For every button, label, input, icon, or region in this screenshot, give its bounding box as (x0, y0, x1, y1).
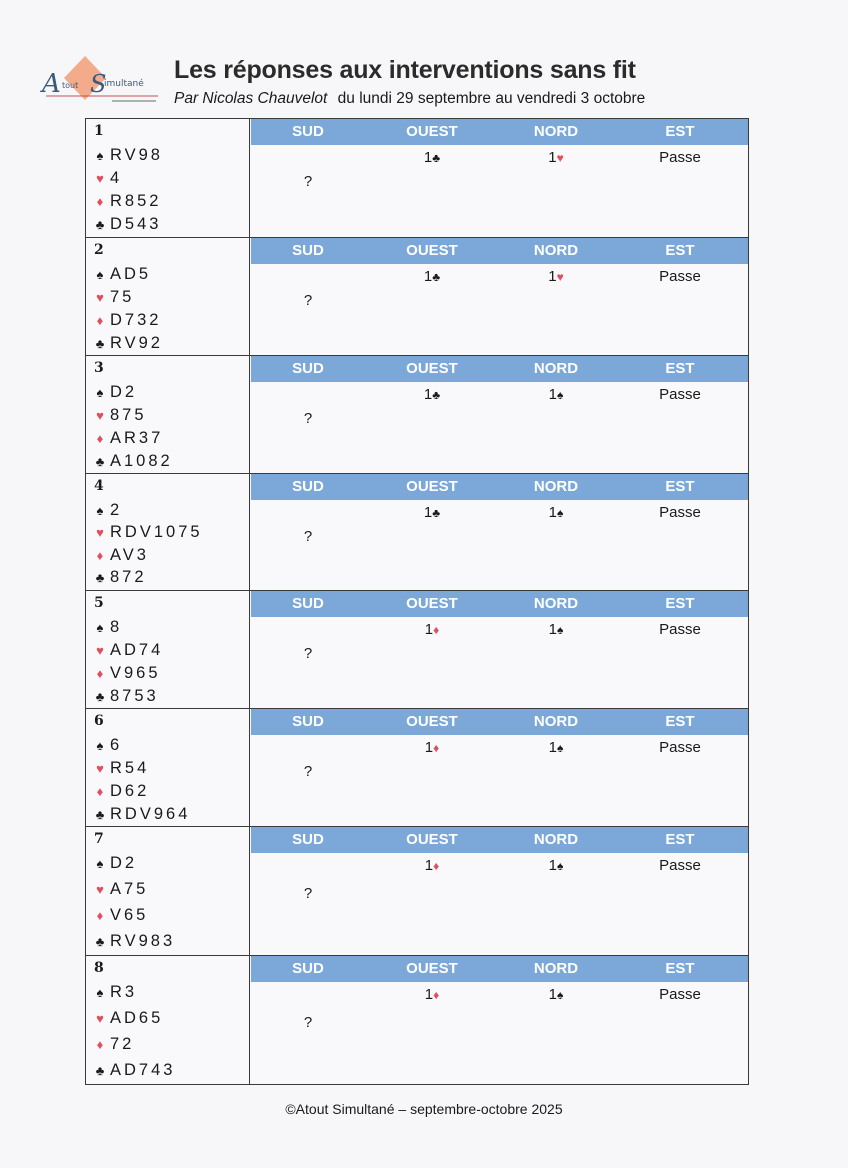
bid-north (501, 857, 611, 874)
atout-simultane-logo (40, 54, 165, 106)
diamond-icon: ♦ (96, 783, 104, 799)
bid-west (377, 268, 487, 285)
bidding-col-south: SUD (292, 478, 324, 495)
suit-line-diamonds (90, 310, 249, 330)
bidding-col-west: OUEST (406, 831, 458, 848)
heart-icon: ♥ (96, 407, 104, 423)
bidding-col-west: OUEST (406, 360, 458, 377)
heart-icon: ♥ (96, 1010, 104, 1026)
suit-line-clubs (90, 686, 249, 706)
bid-east: Passe (659, 268, 701, 285)
spade-icon: ♠ (556, 388, 564, 402)
suit-line-spades (90, 264, 249, 284)
suit-line-clubs (90, 1060, 249, 1080)
bidding-col-east: EST (665, 360, 695, 377)
suit-line-spades (90, 500, 249, 520)
bid-south-question: ? (303, 173, 313, 190)
cards-diamonds: D62 (110, 781, 150, 800)
diamond-icon: ♦ (433, 741, 440, 755)
suit-line-spades (90, 145, 249, 165)
hand-box (86, 119, 250, 237)
hand-suits (90, 735, 249, 824)
bid-east: Passe (659, 504, 701, 521)
cards-spades: 2 (110, 500, 123, 519)
cards-hearts: AD74 (110, 640, 164, 659)
heart-icon: ♥ (96, 881, 104, 897)
bid-level: 1 (548, 857, 557, 874)
bidding-col-west: OUEST (406, 595, 458, 612)
hand-suits (90, 500, 249, 588)
bid-level: 1 (423, 504, 433, 521)
bidding-col-north: NORD (533, 960, 579, 977)
suit-line-diamonds (90, 905, 249, 925)
bid-north (501, 149, 611, 166)
hand-box (86, 709, 250, 826)
club-icon: ♣ (95, 217, 105, 233)
cards-hearts: AD65 (110, 1008, 164, 1027)
cards-hearts: R54 (110, 758, 150, 777)
cards-diamonds: D732 (110, 310, 162, 329)
bid-west (377, 504, 487, 521)
bid-north (501, 621, 611, 638)
suit-line-spades (90, 382, 249, 402)
bidding-header (251, 474, 748, 500)
club-icon: ♣ (432, 388, 441, 402)
bidding-col-south: SUD (292, 831, 324, 848)
suit-line-diamonds (90, 192, 249, 212)
heart-icon: ♥ (556, 270, 564, 284)
spade-icon: ♠ (96, 855, 104, 871)
suit-line-hearts (90, 405, 249, 425)
bidding-col-west: OUEST (406, 242, 458, 259)
cards-spades: R3 (110, 982, 138, 1001)
board (85, 473, 749, 591)
heart-icon: ♥ (96, 289, 104, 305)
spade-icon: ♠ (96, 502, 104, 518)
bid-west (377, 386, 487, 403)
heart-icon: ♥ (96, 525, 104, 541)
club-icon: ♣ (95, 933, 105, 949)
cards-hearts: 875 (110, 405, 147, 424)
bid-south-question: ? (303, 292, 313, 309)
suit-line-diamonds (90, 781, 249, 801)
hand-suits (90, 617, 249, 706)
cards-spades: D2 (110, 382, 138, 401)
suit-line-clubs (90, 568, 249, 588)
suit-line-clubs (90, 333, 249, 353)
diamond-icon: ♦ (433, 859, 440, 873)
bidding-col-north: NORD (533, 831, 579, 848)
hand-box (86, 238, 250, 355)
bidding-col-north: NORD (533, 242, 579, 259)
diamond-icon: ♦ (96, 547, 104, 563)
bidding-col-north: NORD (533, 360, 579, 377)
cards-hearts: 75 (110, 287, 135, 306)
heart-icon: ♥ (96, 170, 104, 186)
bidding-col-west: OUEST (406, 960, 458, 977)
bidding-col-south: SUD (292, 595, 324, 612)
suit-line-diamonds (90, 663, 249, 683)
bidding-col-south: SUD (292, 123, 324, 140)
cards-diamonds: AR37 (110, 428, 164, 447)
bidding-header (251, 119, 748, 145)
hand-box (86, 827, 250, 955)
bid-west (377, 986, 487, 1003)
bid-level: 1 (548, 621, 557, 638)
page-subtitle (174, 90, 645, 108)
bid-level: 1 (548, 268, 557, 285)
suit-line-spades (90, 617, 249, 637)
bid-level: 1 (423, 149, 433, 166)
suit-line-hearts (90, 640, 249, 660)
bidding-col-west: OUEST (406, 123, 458, 140)
board-number: 6 (94, 713, 104, 729)
hand-suits (90, 982, 249, 1080)
bidding-col-east: EST (665, 595, 695, 612)
club-icon: ♣ (432, 151, 441, 165)
bidding-col-north: NORD (533, 595, 579, 612)
cards-diamonds: 72 (110, 1034, 135, 1053)
board-number: 7 (94, 831, 104, 847)
bid-south-question: ? (303, 763, 313, 780)
bid-level: 1 (548, 739, 557, 756)
bidding-col-west: OUEST (406, 478, 458, 495)
diamond-icon: ♦ (96, 1036, 104, 1052)
cards-clubs: 8753 (110, 686, 159, 705)
bid-south-question: ? (303, 1014, 313, 1031)
heart-icon: ♥ (96, 760, 104, 776)
cards-diamonds: AV3 (110, 545, 149, 564)
bid-north (501, 386, 611, 403)
spade-icon: ♠ (96, 384, 104, 400)
bid-south-question: ? (303, 885, 313, 902)
diamond-icon: ♦ (96, 312, 104, 328)
hand-box (86, 474, 250, 590)
club-icon: ♣ (95, 570, 105, 586)
club-icon: ♣ (95, 806, 105, 822)
suit-line-clubs (90, 804, 249, 824)
svg-text:imultané: imultané (104, 79, 144, 89)
cards-spades: AD5 (110, 264, 152, 283)
hand-suits (90, 853, 249, 951)
svg-text:tout: tout (62, 81, 79, 90)
bid-north (501, 986, 611, 1003)
bid-east: Passe (659, 149, 701, 166)
hand-box (86, 956, 250, 1084)
bid-level: 1 (548, 986, 557, 1003)
board-number: 8 (94, 960, 104, 976)
hand-box (86, 591, 250, 708)
bidding-col-north: NORD (533, 123, 579, 140)
heart-icon: ♥ (96, 642, 104, 658)
board-number: 5 (94, 595, 104, 611)
page-title: Les réponses aux interventions sans fit (174, 56, 636, 84)
cards-hearts: A75 (110, 879, 149, 898)
diamond-icon: ♦ (96, 907, 104, 923)
bid-east: Passe (659, 621, 701, 638)
suit-line-diamonds (90, 428, 249, 448)
bid-level: 1 (423, 386, 433, 403)
cards-clubs: RDV964 (110, 804, 191, 823)
bid-level: 1 (548, 386, 557, 403)
bid-level: 1 (548, 504, 557, 521)
heart-icon: ♥ (556, 151, 564, 165)
date-range: du lundi 29 septembre au vendredi 3 octobre (337, 90, 646, 107)
bid-level: 1 (424, 986, 434, 1003)
bid-east: Passe (659, 739, 701, 756)
hand-suits (90, 382, 249, 471)
bid-north (501, 739, 611, 756)
board (85, 826, 749, 956)
bid-west (377, 621, 487, 638)
bidding-col-south: SUD (292, 960, 324, 977)
footer: ©Atout Simultané – septembre-octobre 2025 (285, 1101, 563, 1117)
spade-icon: ♠ (556, 988, 564, 1002)
cards-clubs: RV983 (110, 931, 176, 950)
board-number: 4 (94, 478, 104, 494)
bidding-header (251, 591, 748, 617)
diamond-icon: ♦ (96, 665, 104, 681)
suit-line-diamonds (90, 1034, 249, 1054)
svg-text:A: A (42, 69, 61, 99)
diamond-icon: ♦ (433, 988, 440, 1002)
bid-east: Passe (659, 857, 701, 874)
cards-clubs: D543 (110, 215, 162, 234)
diamond-icon: ♦ (96, 194, 104, 210)
cards-diamonds: V65 (110, 905, 149, 924)
hand-box (86, 356, 250, 473)
bid-south-question: ? (303, 410, 313, 427)
bid-level: 1 (424, 621, 434, 638)
cards-clubs: A1082 (110, 451, 173, 470)
suit-line-hearts (90, 523, 249, 543)
bid-level: 1 (423, 268, 433, 285)
spade-icon: ♠ (556, 506, 564, 520)
svg-text:S: S (90, 70, 107, 98)
spade-icon: ♠ (96, 266, 104, 282)
bidding-header (251, 956, 748, 982)
board (85, 237, 749, 356)
suit-line-hearts (90, 287, 249, 307)
cards-spades: 8 (110, 617, 123, 636)
club-icon: ♣ (432, 506, 441, 520)
bid-level: 1 (424, 857, 434, 874)
cards-hearts: 4 (110, 168, 123, 187)
spade-icon: ♠ (96, 984, 104, 1000)
spade-icon: ♠ (556, 623, 564, 637)
bid-south-question: ? (303, 645, 313, 662)
spade-icon: ♠ (96, 147, 104, 163)
bid-east: Passe (659, 386, 701, 403)
board (85, 590, 749, 709)
bidding-col-east: EST (665, 478, 695, 495)
bid-level: 1 (424, 739, 434, 756)
bidding-col-east: EST (665, 831, 695, 848)
cards-spades: D2 (110, 853, 138, 872)
bidding-col-south: SUD (292, 713, 324, 730)
bidding-header (251, 238, 748, 264)
spade-icon: ♠ (556, 741, 564, 755)
bidding-col-east: EST (665, 242, 695, 259)
cards-hearts: RDV1075 (110, 523, 203, 542)
cards-diamonds: R852 (110, 192, 162, 211)
hand-suits (90, 145, 249, 235)
bid-level: 1 (548, 149, 557, 166)
board-number: 3 (94, 360, 104, 376)
club-icon: ♣ (95, 1062, 105, 1078)
bidding-col-west: OUEST (406, 713, 458, 730)
club-icon: ♣ (432, 270, 441, 284)
bidding-col-south: SUD (292, 242, 324, 259)
cards-clubs: RV92 (110, 333, 163, 352)
bid-west (377, 739, 487, 756)
bidding-col-east: EST (665, 123, 695, 140)
bid-south-question: ? (303, 528, 313, 545)
bidding-col-north: NORD (533, 478, 579, 495)
suit-line-spades (90, 735, 249, 755)
club-icon: ♣ (95, 335, 105, 351)
bidding-header (251, 827, 748, 853)
cards-clubs: 872 (110, 568, 147, 587)
club-icon: ♣ (95, 453, 105, 469)
spade-icon: ♠ (96, 737, 104, 753)
cards-diamonds: V965 (110, 663, 161, 682)
board-number: 1 (94, 123, 104, 139)
suit-line-clubs (90, 215, 249, 235)
bid-west (377, 857, 487, 874)
board (85, 355, 749, 474)
diamond-icon: ♦ (96, 430, 104, 446)
cards-clubs: AD743 (110, 1060, 176, 1079)
board (85, 708, 749, 827)
spade-icon: ♠ (96, 619, 104, 635)
board (85, 118, 749, 238)
bidding-header (251, 709, 748, 735)
suit-line-clubs (90, 451, 249, 471)
board-number: 2 (94, 242, 104, 258)
bid-north (501, 504, 611, 521)
bidding-col-north: NORD (533, 713, 579, 730)
bidding-col-east: EST (665, 713, 695, 730)
suit-line-hearts (90, 1008, 249, 1028)
bid-north (501, 268, 611, 285)
bidding-header (251, 356, 748, 382)
suit-line-diamonds (90, 545, 249, 565)
bid-east: Passe (659, 986, 701, 1003)
cards-spades: 6 (110, 735, 123, 754)
suit-line-hearts (90, 758, 249, 778)
suit-line-hearts (90, 879, 249, 899)
suit-line-hearts (90, 168, 249, 188)
cards-spades: RV98 (110, 145, 163, 164)
suit-line-spades (90, 853, 249, 873)
author: Par Nicolas Chauvelot (174, 90, 328, 107)
board (85, 955, 749, 1085)
club-icon: ♣ (95, 688, 105, 704)
suit-line-spades (90, 982, 249, 1002)
spade-icon: ♠ (556, 859, 564, 873)
bid-west (377, 149, 487, 166)
suit-line-clubs (90, 931, 249, 951)
diamond-icon: ♦ (433, 623, 440, 637)
bidding-col-south: SUD (292, 360, 324, 377)
bidding-col-east: EST (665, 960, 695, 977)
hand-suits (90, 264, 249, 353)
